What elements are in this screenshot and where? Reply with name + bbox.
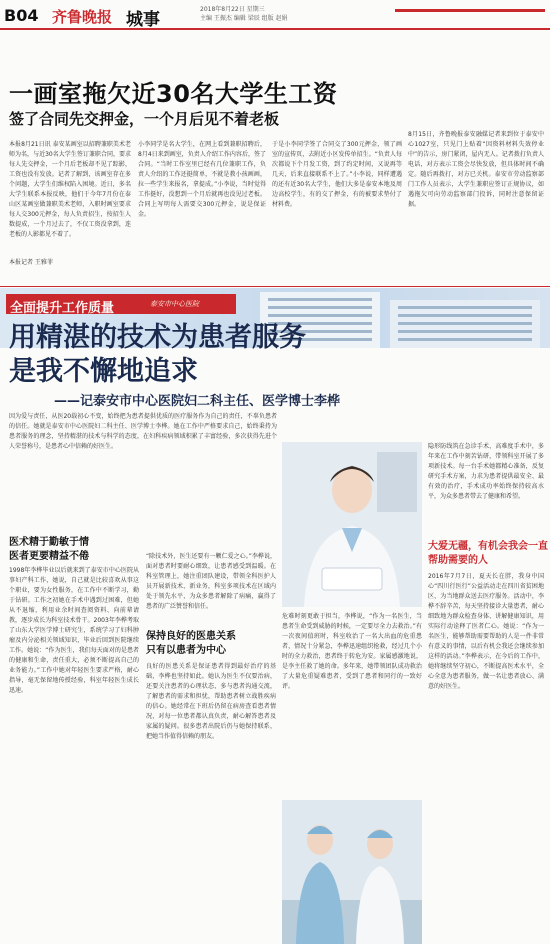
story2-subhead-3-line1: 大爱无疆，有机会我会一直 [428, 541, 548, 552]
story2-column-f: 2016年7月7日，夏天长在胖，我身中国心“四川行医行”公益活动走在四川省贫困地区，为当地群众送去医疗服务。活动中，李桦不辞辛苦，每天坚持接诊大量患者，耐心细致地为群众检查身体、讲解健康知识，用实际行动诠释了医者仁心。她说：“作为一名医生，能够帮助需要帮助的人是一件非常有意义的事情，以后有机会我还会继续参加这样的活动。”李桦表示，在今后的工作中，她将继续坚守初心，不断提高医术水平，全心全意为患者服务，做一名让患者放心、满意的好医生。 [428, 573, 544, 690]
story2-subhead-1-line2: 医者更要精益不倦 [9, 551, 89, 562]
story2-column-e: 隐形防线筑在急诊手术、高难度手术中，多年来在工作中刻苦钻研，带领科室开展了多项新技术。每一台手术她都精心准备，反复研究手术方案，力求为患者提供最安全、最有效的治疗，手术成功率始终保持较高水平，为众多患者带去了健康和希望。 [428, 443, 544, 500]
story2-column-c: 良好的医患关系是保证患者得到最好治疗的基础，李桦也坚持如此。她认为医生不仅要治病，还要关注患者的心理状态，多与患者沟通交流，了解患者的需求和担忧，帮助患者树立战胜疾病的信心。她经常在下班后仍留在病房查看患者情况，对每一位患者都认真负责，耐心解答患者及家属的疑问。很多患者出院后仍与她保持联系，把她当作值得信赖的朋友。 [146, 663, 276, 740]
story1-byline: 本报记者 王雅菲 [9, 259, 53, 266]
story2-headline-line2: 是我不懈地追求 [9, 356, 198, 387]
masthead [0, 0, 550, 30]
story2-lead: 因为爱与责任，从医20载初心不变，始终把为患者提供优质的医疗服务作为自己的责任，不辜负患者的信任。她就是泰安市中心医院妇二科主任、医学博士李桦。她在工作中严格要求自己，始终秉持为患者服务的理念，坚持精湛的技术与科学的态度，在妇科疾病领域积累了丰富经验，多次获得先进个人荣誉称号，是患者心中信赖的好医生。 [9, 413, 277, 450]
story2-subheadline: ——记泰安市中心医院妇二科主任、医学博士李桦 [54, 394, 341, 409]
masthead-rule [395, 9, 545, 12]
section-divider [0, 286, 550, 287]
page-number: B04 [4, 6, 39, 25]
story2-column-b: “除技术外，医生还要有一颗仁爱之心。”李桦说，面对患者时要耐心细致，让患者感受到温暖。在科室管理上，她注重团队建设，带领全科医护人员开展新技术、新业务，科室多项技术在区域内处于领先水平，为众多患者解除了病痛，赢得了患者的广泛赞誉和信任。 [146, 553, 276, 610]
story2-column-d: 危难时刻更敢于担当，李桦说，“作为一名医生，当患者生命受到威胁的时候，一定要尽全力去救治。”有一次夜间值班时，科室收治了一名大出血的危重患者，情况十分紧急，李桦迅速组织抢救，经过几个小时的全力救治，患者终于转危为安。家属感激地说，是李主任救了她的命。多年来，她带领团队成功救治了大量危重疑难患者，受到了患者和同行的一致好评。 [282, 613, 422, 690]
doctor-portrait-image [282, 442, 422, 607]
story1-column-2: 小李同学是名大学生，在网上看到兼职招聘后，8月4日来到画室，负责人介绍工作内容后，签了合同。“当时工作室里已经有几位兼职工作，负责人介绍的工作还挺简单，不就是教小孩画画，拉一些学生来报名，拿提成。”小李说，当时觉得工作挺好，没想到一个月后就再也没见过老板。合同上写明每人需要交300元押金，说是保证金。 [138, 141, 266, 218]
story1-column-1: 本报8月21日讯 泰安某画室以招聘兼职美术老师为名，与近30名大学生签订兼职合同，要求每人先交押金，一个月后老板却不见了踪影，工资也没有发放。记者了解到，该画室存在多个问题，大学生们维权陷入困境。近日，多名大学生联系本报反映，他们于今年7月份在泰山区某画室做兼职美术老师，入职时画室要求每人交300元押金，每人负责招生，按招生人数提成，一个月过去了，不仅工资没拿到，连老板的人影都见不着了。 [9, 141, 131, 238]
surgery-team-photo [282, 800, 422, 944]
banner-title: 全面提升工作质量 [10, 301, 115, 316]
surgery-team-image [282, 800, 422, 944]
story1-subheadline: 签了合同先交押金，一个月后见不着老板 [9, 110, 280, 128]
issue-date: 2018年8月22日 星期三 [200, 6, 265, 13]
page-meta [200, 5, 380, 23]
story2-subhead-2-line2: 只有以患者为中心 [146, 645, 226, 656]
story2-headline-line1: 用精湛的技术为患者服务 [9, 322, 306, 353]
section-title: 城事 [126, 10, 160, 30]
story2-subhead-2-line1: 保持良好的医患关系 [146, 631, 236, 642]
newspaper-logo: 齐鲁晚报 [52, 8, 113, 26]
editor-credits: 主编 王振杰 编辑 梁辰 组版 赵娟 [200, 15, 288, 22]
story2-subhead-1-line1: 医术精于勤敏于情 [9, 537, 89, 548]
story2-column-a: 1998年李桦毕业以后就来到了泰安市中心医院从事妇产科工作，她说，自己就是比较喜欢从事这个职业，要为女性服务，在工作中不断学习，勤于钻研。工作之初她在手术中遇到过困难，但她从不退缩，利用业余时间查阅资料、向前辈请教，逐步成长为科室技术骨干。2003年李桦考取了山东大学医学博士研究生，系统学习了妇科肿瘤及内分泌相关领域知识，毕业后回到医院继续工作。她说：“作为医生，我们每天面对的是患者的健康和生命，责任重大，必须不断提高自己的业务能力。”工作中她对年轻医生要求严格，耐心指导，毫无保留地传授经验，科室年轻医生成长迅速。 [9, 567, 139, 694]
story1-column-4: 8月15日，齐鲁晚报泰安融媒记者来到位于泰安中心1027室，只见门上贴着“因资料材料失效停业中”的告示，房门紧闭，屋内无人。记者拨打负责人电话，对方表示工资会尽快发放，但具体时间不确定。随后再拨打，对方已关机。泰安市劳动监察部门工作人员表示，大学生兼职应签订正规协议，如遇拖欠可向劳动监察部门投诉，同时注意保留证据。 [408, 131, 544, 208]
banner-tag: 泰安市中心医院 [150, 300, 199, 308]
story1-headline: 一画室拖欠近30名大学生工资 [9, 80, 338, 108]
story2-subhead-3-line2: 帮助需要的人 [428, 555, 488, 566]
story1-column-3: 于是小李同学签了合同交了300元押金，领了画室的宣传页，去附近小区发传单招生。“负责人每次都说下个月发工资，到了约定时间，又说再等几天，后来直接联系不上了。”小李说，同样遭遇的还有近30名大学生，他们大多是泰安本地及周边高校学生，有的交了押金，有的被要求垫付了材料费。 [272, 141, 402, 208]
doctor-portrait-photo [282, 442, 422, 607]
